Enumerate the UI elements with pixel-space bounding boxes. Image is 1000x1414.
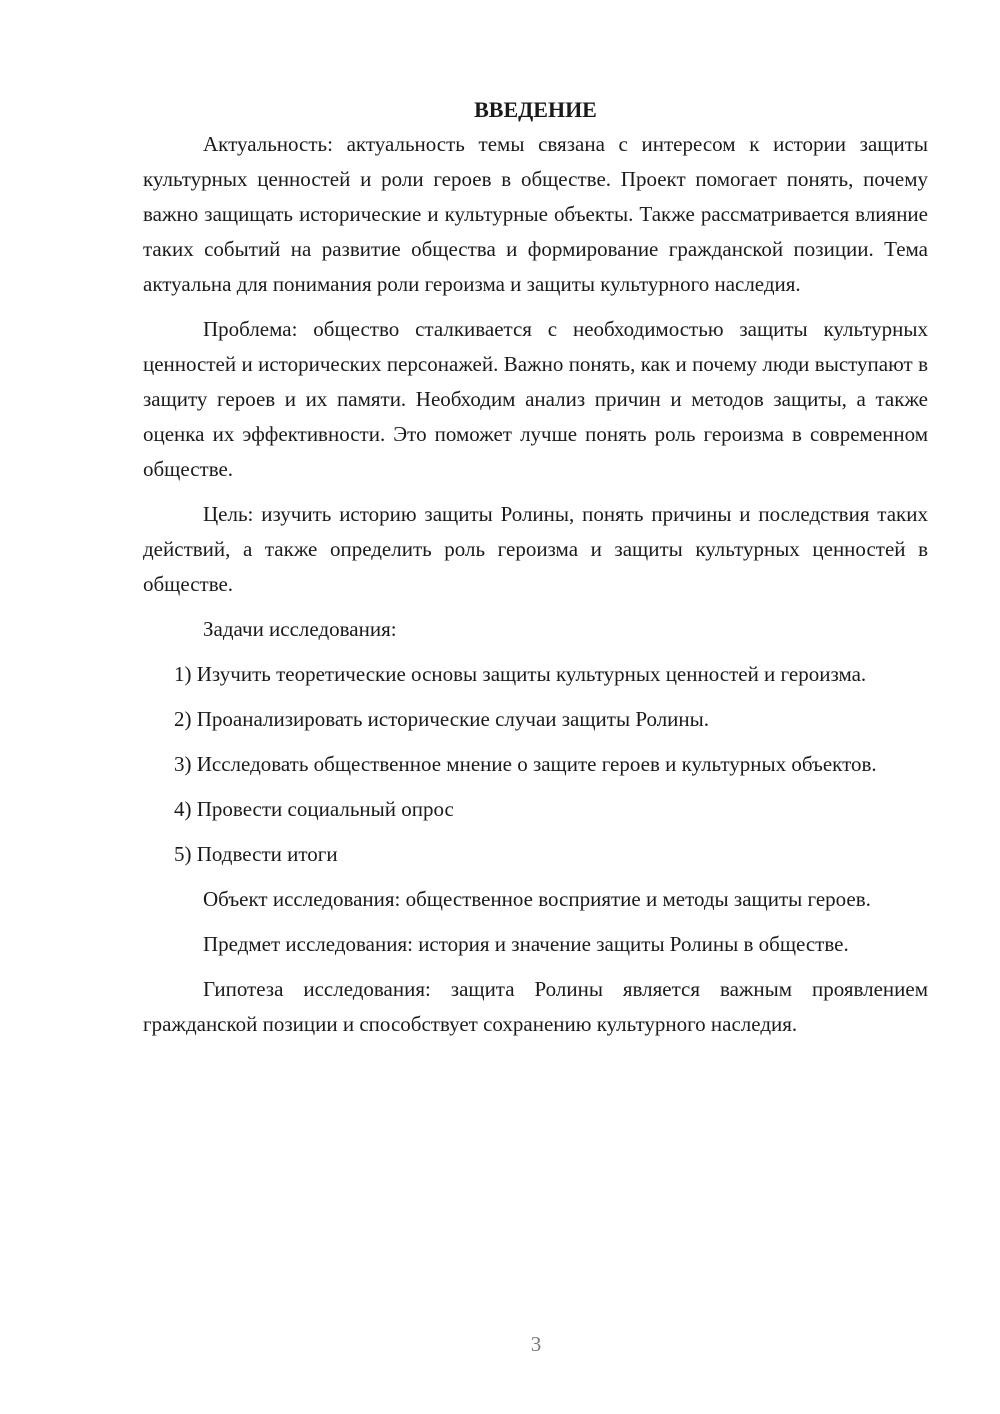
goal-paragraph: Цель: изучить историю защиты Ролины, понять причины и последствия таких действий, а также определить роль героизма и защиты культурных ценностей в обществе.: [143, 502, 928, 596]
relevance-paragraph: Актуальность: актуальность темы связана с интересом к истории защиты культурных ценностей и роли героев в обществе. Проект помогает понять, почему важно защищать исторические и культурные объекты. Также рассматривается влияние таких событий на развитие общества и формирование гражданской позиции. Тема актуальна для понимания роли героизма и защиты культурного наследия.: [143, 132, 928, 296]
object-paragraph: Объект исследования: общественное восприятие и методы защиты героев.: [203, 887, 871, 911]
problem-paragraph: Проблема: общество сталкивается с необходимостью защиты культурных ценностей и исторических персонажей. Важно понять, как и почему люди выступают в защиту героев и их памяти. Необходим анализ причин и методов защиты, а также оценка их эффективности. Это поможет лучше понять роль героизма в современном обществе.: [143, 317, 928, 481]
task-item-3: 3) Исследовать общественное мнение о защите героев и культурных объектов.: [174, 752, 877, 776]
task-item-5: 5) Подвести итоги: [174, 842, 338, 866]
section-title: ВВЕДЕНИЕ: [474, 97, 597, 122]
task-item-2: 2) Проанализировать исторические случаи защиты Ролины.: [174, 707, 710, 731]
task-item-1: 1) Изучить теоретические основы защиты культурных ценностей и героизма.: [174, 662, 867, 686]
hypothesis-paragraph: Гипотеза исследования: защита Ролины является важным проявлением гражданской позиции и способствует сохранению культурного наследия.: [143, 977, 928, 1036]
task-item-4: 4) Провести социальный опрос: [174, 797, 454, 821]
page-number: 3: [530, 1332, 542, 1356]
document-page: [143, 92, 928, 1052]
subject-paragraph: Предмет исследования: история и значение защиты Ролины в обществе.: [203, 932, 849, 956]
tasks-heading: Задачи исследования:: [203, 617, 397, 641]
